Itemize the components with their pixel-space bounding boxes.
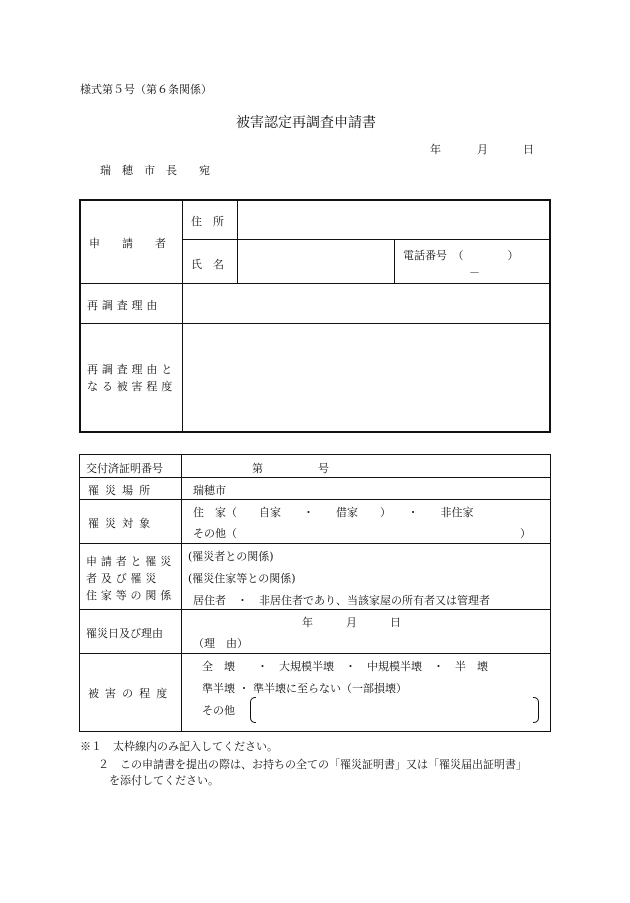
degree-options-line1[interactable]: 全 壊 ・ 大規模半壊 ・ 中規模半壊 ・ 半 壊 bbox=[202, 660, 488, 673]
degree-options-line2[interactable]: 準半壊 ・ 準半壊に至らない（一部損壊） bbox=[202, 682, 407, 695]
reason-field[interactable] bbox=[184, 285, 550, 322]
addressee: 瑞 穂 市 長 宛 bbox=[100, 164, 210, 177]
disaster-date[interactable]: 年 月 日 bbox=[302, 616, 401, 629]
damage-reason-label-line1: 再調査理由と bbox=[87, 363, 177, 376]
name-field[interactable] bbox=[239, 241, 393, 282]
phone-label: 電話番号 （ ） bbox=[403, 249, 519, 262]
applicant-table bbox=[79, 199, 551, 433]
target-label: 罹災対象 bbox=[88, 517, 157, 530]
damage-reason-label-line2: なる被害程度 bbox=[87, 380, 177, 393]
address-label: 住 所 bbox=[191, 215, 224, 228]
phone-field[interactable] bbox=[396, 241, 550, 282]
degree-other-field[interactable] bbox=[258, 697, 530, 721]
damage-reason-field[interactable] bbox=[184, 325, 550, 432]
target-options[interactable]: 住 家（ 自家 ・ 借家 ） ・ 非住家 bbox=[193, 506, 474, 519]
date-month-label: 月 bbox=[477, 143, 488, 156]
degree-other-bracket-right bbox=[533, 697, 539, 723]
target-other-close: ） bbox=[520, 527, 531, 540]
note-2-continued: を添付してください。 bbox=[109, 774, 219, 787]
date-day-label: 日 bbox=[523, 143, 534, 156]
place-value: 瑞穂市 bbox=[193, 484, 226, 497]
relation-label-line3: 住家等の関係 bbox=[86, 589, 176, 602]
degree-label: 被害の程度 bbox=[88, 687, 174, 700]
place-label: 罹災場所 bbox=[88, 484, 157, 497]
phone-dash: － bbox=[469, 266, 480, 279]
degree-other[interactable]: その他 bbox=[202, 704, 235, 717]
date-reason-label: 罹災日及び理由 bbox=[86, 627, 163, 640]
relation-label-line1: 申請者と罹災 bbox=[86, 555, 176, 568]
relation-option-victim[interactable]: (罹災者との関係) bbox=[188, 550, 274, 563]
applicant-label: 申 請 者 bbox=[89, 237, 166, 250]
note-2: ２ この申請書を提出の際は、お持ちの全ての「罹災証明書」又は「罹災届出証明書」 bbox=[98, 758, 527, 771]
date-year-label: 年 bbox=[430, 143, 441, 156]
disaster-reason[interactable]: （理 由） bbox=[193, 637, 248, 650]
relation-option-resident[interactable]: 居住者 ・ 非居住者であり、当該家屋の所有者又は管理者 bbox=[193, 594, 490, 607]
note-1: ※１ 太枠線内のみ記入してください。 bbox=[80, 740, 278, 753]
reason-label: 再調査理由 bbox=[87, 299, 162, 312]
page-title: 被害認定再調査申請書 bbox=[236, 115, 376, 131]
cert-no-value[interactable]: 第 号 bbox=[252, 462, 329, 475]
disaster-table bbox=[79, 454, 551, 732]
address-field[interactable] bbox=[239, 202, 549, 238]
target-other[interactable]: その他（ bbox=[193, 527, 237, 540]
name-label: 氏 名 bbox=[191, 258, 224, 271]
form-number: 様式第５号（第６条関係） bbox=[80, 83, 212, 96]
relation-label-line2: 者及び罹災 bbox=[86, 572, 161, 585]
relation-option-house[interactable]: (罹災住家等との関係) bbox=[188, 572, 296, 585]
cert-no-label: 交付済証明番号 bbox=[86, 462, 163, 475]
degree-other-bracket-left bbox=[250, 697, 256, 723]
